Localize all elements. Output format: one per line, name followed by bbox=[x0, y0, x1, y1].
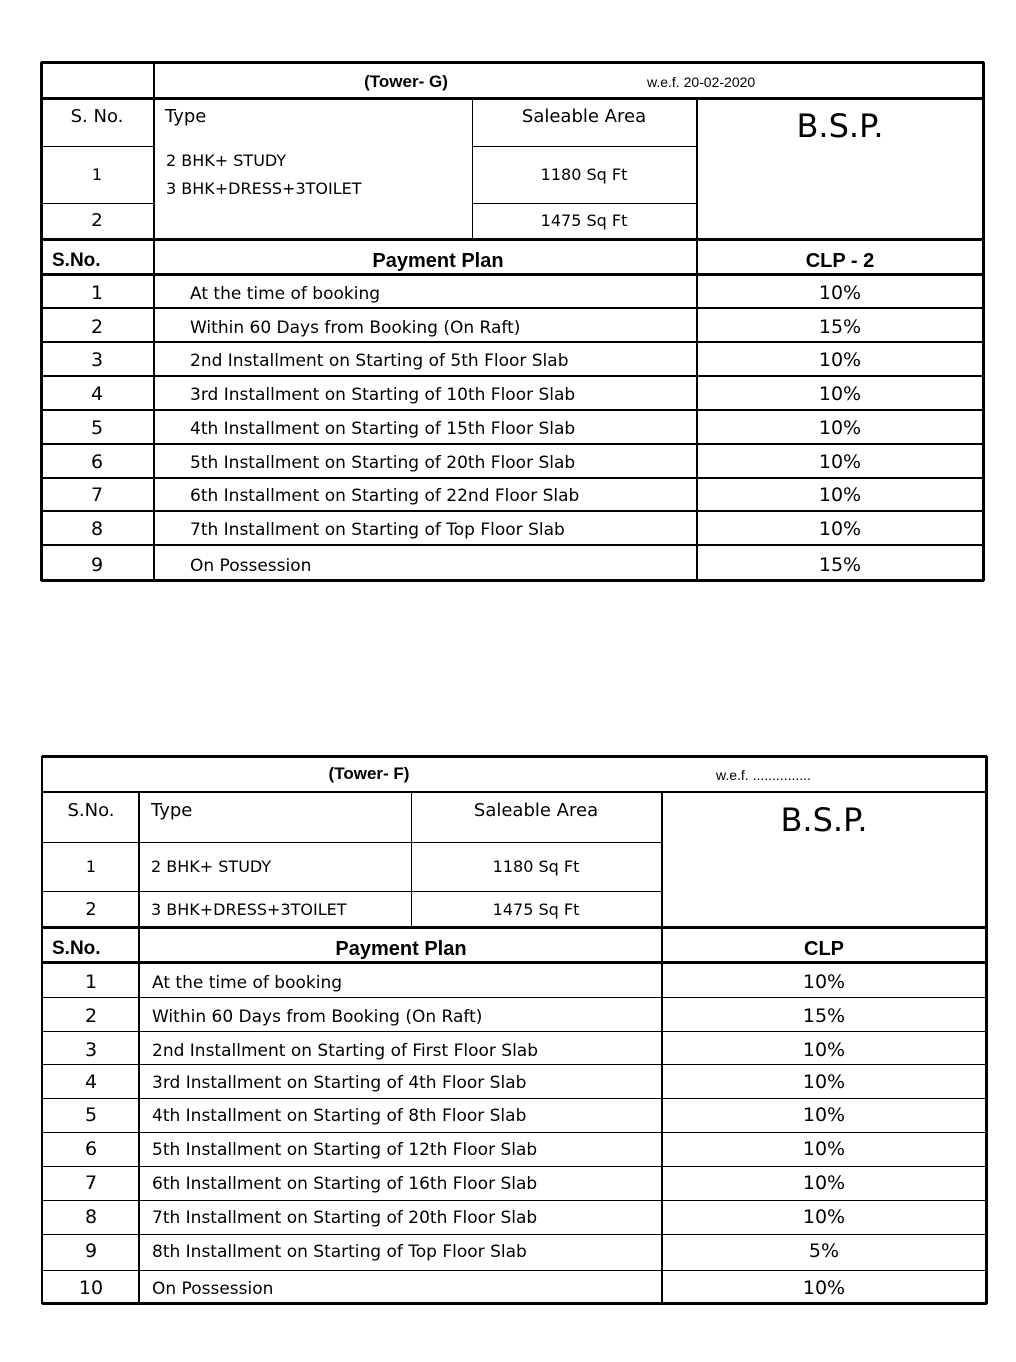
table-border bbox=[41, 375, 983, 377]
table-border bbox=[42, 1166, 986, 1167]
unit-area: 1180 Sq Ft bbox=[540, 165, 628, 184]
unit-sno: 2 bbox=[85, 899, 97, 920]
installment-percentage: 10% bbox=[818, 417, 862, 439]
installment-description: 6th Installment on Starting of 16th Floor Slab bbox=[152, 1174, 538, 1194]
column-header-sno: S. No. bbox=[70, 106, 124, 127]
installment-percentage: 15% bbox=[818, 554, 862, 576]
installment-description: 7th Installment on Starting of 20th Floor Slab bbox=[152, 1208, 538, 1228]
unit-type: 3 BHK+DRESS+3TOILET bbox=[166, 179, 362, 198]
row-sno: 6 bbox=[90, 451, 104, 473]
installment-percentage: 10% bbox=[802, 1104, 846, 1126]
table-border bbox=[42, 1270, 986, 1271]
installment-percentage: 10% bbox=[818, 349, 862, 371]
table-border bbox=[41, 544, 983, 546]
table-border bbox=[41, 510, 983, 512]
table-border bbox=[42, 1031, 986, 1032]
row-sno: 4 bbox=[90, 383, 104, 405]
table-border bbox=[472, 98, 473, 239]
table-border bbox=[41, 341, 983, 343]
unit-sno: 2 bbox=[91, 210, 103, 231]
table-border bbox=[696, 98, 698, 581]
row-sno: 1 bbox=[84, 971, 98, 993]
unit-area: 1475 Sq Ft bbox=[492, 900, 580, 919]
table-border bbox=[42, 791, 987, 793]
column-header-sno: S.No. bbox=[67, 800, 115, 821]
table-border bbox=[41, 756, 43, 1304]
row-sno: 4 bbox=[84, 1071, 98, 1093]
table-border bbox=[42, 842, 662, 843]
installment-percentage: 10% bbox=[818, 383, 862, 405]
row-sno: 3 bbox=[84, 1039, 98, 1061]
installment-percentage: 10% bbox=[802, 1071, 846, 1093]
clp-header: CLP - 2 bbox=[805, 250, 875, 272]
installment-description: 2nd Installment on Starting of 5th Floor Slab bbox=[190, 351, 569, 371]
table-border bbox=[411, 792, 412, 927]
row-sno: 9 bbox=[84, 1240, 98, 1262]
table-border bbox=[41, 238, 984, 241]
table-border bbox=[41, 477, 983, 479]
table-border bbox=[42, 997, 986, 998]
table-border bbox=[41, 443, 983, 445]
table-border bbox=[42, 926, 987, 929]
tower-label: (Tower- G) bbox=[364, 72, 448, 91]
row-sno: 9 bbox=[90, 554, 104, 576]
table-border bbox=[40, 62, 43, 581]
wef-date: w.e.f. 20-02-2020 bbox=[647, 74, 756, 90]
row-sno: 5 bbox=[90, 417, 104, 439]
table-border bbox=[982, 62, 985, 581]
table-border bbox=[661, 792, 663, 1304]
table-border bbox=[42, 1302, 987, 1305]
installment-percentage: 10% bbox=[818, 451, 862, 473]
installment-description: 5th Installment on Starting of 12th Floor Slab bbox=[152, 1140, 538, 1160]
table-border bbox=[41, 97, 984, 100]
row-sno: 2 bbox=[84, 1005, 98, 1027]
unit-sno: 1 bbox=[85, 857, 97, 876]
column-header-type: Type bbox=[151, 800, 193, 821]
table-border bbox=[42, 1234, 986, 1235]
installment-percentage: 10% bbox=[802, 1138, 846, 1160]
installment-percentage: 10% bbox=[802, 1039, 846, 1061]
column-header-saleable-area: Saleable Area bbox=[473, 800, 599, 821]
table-border bbox=[985, 756, 988, 1304]
wef-date: w.e.f. ............... bbox=[716, 767, 811, 783]
tower-label: (Tower- F) bbox=[328, 764, 410, 783]
installment-description: Within 60 Days from Booking (On Raft) bbox=[152, 1007, 483, 1027]
row-sno: 1 bbox=[90, 282, 104, 304]
unit-type: 2 BHK+ STUDY bbox=[151, 857, 272, 876]
installment-percentage: 10% bbox=[818, 518, 862, 540]
installment-description: 5th Installment on Starting of 20th Floor Slab bbox=[190, 453, 576, 473]
row-sno: 7 bbox=[84, 1172, 98, 1194]
installment-description: At the time of booking bbox=[152, 973, 343, 993]
installment-description: 7th Installment on Starting of Top Floor Slab bbox=[190, 520, 565, 540]
installment-description: 4th Installment on Starting of 8th Floor Slab bbox=[152, 1106, 527, 1126]
installment-description: On Possession bbox=[190, 556, 312, 576]
installment-description: 4th Installment on Starting of 15th Floor Slab bbox=[190, 419, 576, 439]
installment-percentage: 5% bbox=[808, 1240, 840, 1262]
unit-type: 2 BHK+ STUDY bbox=[166, 151, 287, 170]
table-border bbox=[42, 1098, 986, 1099]
column-header-saleable-area: Saleable Area bbox=[521, 106, 647, 127]
unit-type: 3 BHK+DRESS+3TOILET bbox=[151, 900, 347, 919]
table-border bbox=[41, 203, 154, 204]
table-border bbox=[41, 409, 983, 411]
table-border bbox=[42, 1200, 986, 1201]
table-border bbox=[41, 307, 983, 309]
installment-percentage: 15% bbox=[802, 1005, 846, 1027]
table-border bbox=[42, 961, 987, 964]
plan-sno-header: S.No. bbox=[52, 938, 101, 959]
installment-description: At the time of booking bbox=[190, 284, 381, 304]
table-border bbox=[42, 891, 662, 892]
unit-area: 1180 Sq Ft bbox=[492, 857, 580, 876]
installment-percentage: 10% bbox=[802, 1206, 846, 1228]
table-border bbox=[472, 146, 697, 147]
row-sno: 5 bbox=[84, 1104, 98, 1126]
row-sno: 3 bbox=[90, 349, 104, 371]
installment-description: On Possession bbox=[152, 1279, 274, 1299]
installment-description: Within 60 Days from Booking (On Raft) bbox=[190, 318, 521, 338]
row-sno: 8 bbox=[84, 1206, 98, 1228]
installment-description: 8th Installment on Starting of Top Floor Slab bbox=[152, 1242, 527, 1262]
row-sno: 10 bbox=[78, 1277, 104, 1299]
row-sno: 7 bbox=[90, 484, 104, 506]
table-border bbox=[138, 792, 140, 1304]
installment-percentage: 10% bbox=[802, 1277, 846, 1299]
column-header-type: Type bbox=[165, 106, 207, 127]
table-border bbox=[42, 1132, 986, 1133]
unit-sno: 1 bbox=[91, 165, 103, 184]
bsp-label: B.S.P. bbox=[780, 801, 868, 839]
row-sno: 8 bbox=[90, 518, 104, 540]
table-border bbox=[41, 273, 984, 276]
plan-sno-header: S.No. bbox=[52, 250, 101, 271]
installment-percentage: 10% bbox=[818, 282, 862, 304]
installment-description: 3rd Installment on Starting of 4th Floor Slab bbox=[152, 1073, 527, 1093]
row-sno: 2 bbox=[90, 316, 104, 338]
table-border bbox=[153, 62, 155, 581]
table-border bbox=[42, 1064, 986, 1065]
unit-area: 1475 Sq Ft bbox=[540, 211, 628, 230]
row-sno: 6 bbox=[84, 1138, 98, 1160]
installment-percentage: 10% bbox=[802, 1172, 846, 1194]
table-border bbox=[41, 146, 154, 147]
installment-percentage: 10% bbox=[818, 484, 862, 506]
installment-description: 6th Installment on Starting of 22nd Floor Slab bbox=[190, 486, 580, 506]
installment-description: 2nd Installment on Starting of First Floor Slab bbox=[152, 1041, 539, 1061]
payment-plan-header: Payment Plan bbox=[372, 250, 504, 272]
table-border bbox=[41, 579, 984, 582]
payment-plan-header: Payment Plan bbox=[335, 938, 467, 960]
installment-description: 3rd Installment on Starting of 10th Floor Slab bbox=[190, 385, 576, 405]
table-border bbox=[42, 755, 987, 758]
table-border bbox=[472, 203, 697, 204]
table-border bbox=[41, 61, 984, 64]
bsp-label: B.S.P. bbox=[796, 107, 884, 145]
clp-header: CLP bbox=[804, 938, 844, 960]
installment-percentage: 15% bbox=[818, 316, 862, 338]
installment-percentage: 10% bbox=[802, 971, 846, 993]
